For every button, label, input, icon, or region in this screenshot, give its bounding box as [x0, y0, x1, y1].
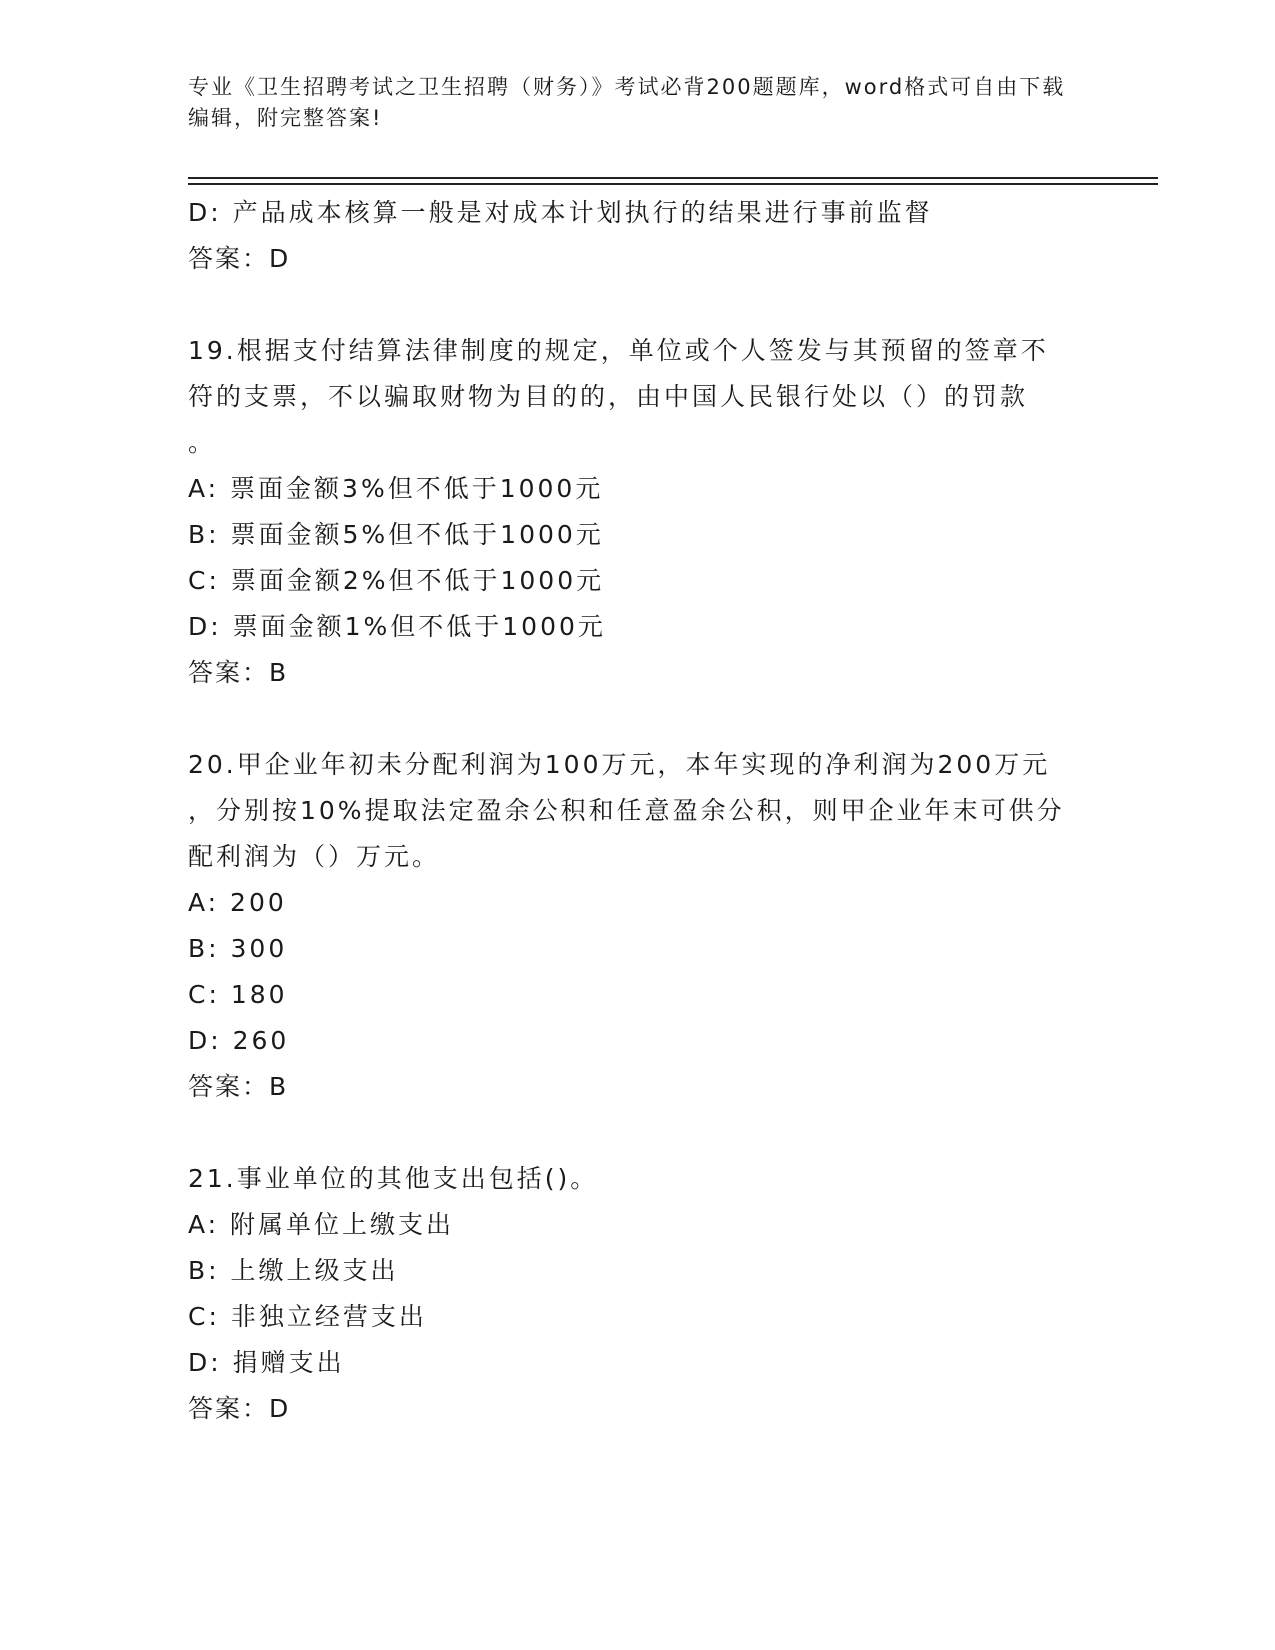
- spacer: [188, 1110, 1088, 1156]
- option-a: A: 附属单位上缴支出: [188, 1210, 455, 1239]
- question-stem-line: 配利润为（）万元。: [188, 842, 441, 871]
- question-list: [188, 190, 1088, 1432]
- previous-question-fragment: [188, 190, 1088, 282]
- option-d: D: 260: [188, 1026, 290, 1055]
- option-d: D: 捐赠支出: [188, 1348, 345, 1377]
- option-c: C: 非独立经营支出: [188, 1302, 427, 1331]
- document-header: 专业《卫生招聘考试之卫生招聘（财务）》考试必背200题题库，word格式可自由下载编辑，附完整答案!: [188, 75, 1066, 130]
- question-stem-line: 21.事业单位的其他支出包括()。: [188, 1164, 599, 1193]
- spacer: [188, 282, 1088, 328]
- option-a: A: 票面金额3%但不低于1000元: [188, 474, 604, 503]
- header-divider-bottom: [188, 183, 1158, 185]
- question-stem-line: 20.甲企业年初未分配利润为100万元，本年实现的净利润为200万元: [188, 750, 1051, 779]
- spacer: [188, 696, 1088, 742]
- question-stem-line: 19.根据支付结算法律制度的规定，单位或个人签发与其预留的签章不: [188, 336, 1049, 365]
- question-stem-line: 符的支票，不以骗取财物为目的的，由中国人民银行处以（）的罚款: [188, 382, 1029, 411]
- question-stem-line: ，分别按10%提取法定盈余公积和任意盈余公积，则甲企业年末可供分: [188, 796, 1065, 825]
- question-19: [188, 328, 1088, 696]
- question-stem-line: 。: [188, 428, 217, 457]
- answer-label: 答案：D: [188, 1394, 291, 1423]
- option-a: A: 200: [188, 888, 287, 917]
- option-b: B: 300: [188, 934, 288, 963]
- answer-label: 答案：B: [188, 658, 289, 687]
- option-d: D: 产品成本核算一般是对成本计划执行的结果进行事前监督: [188, 198, 933, 227]
- answer-label: 答案：B: [188, 1072, 289, 1101]
- option-c: C: 票面金额2%但不低于1000元: [188, 566, 605, 595]
- option-b: B: 票面金额5%但不低于1000元: [188, 520, 604, 549]
- question-20: [188, 742, 1088, 1110]
- option-b: B: 上缴上级支出: [188, 1256, 399, 1285]
- option-c: C: 180: [188, 980, 288, 1009]
- question-21: [188, 1156, 1088, 1432]
- header-divider-top: [188, 177, 1158, 179]
- option-d: D: 票面金额1%但不低于1000元: [188, 612, 606, 641]
- answer-label: 答案：D: [188, 244, 291, 273]
